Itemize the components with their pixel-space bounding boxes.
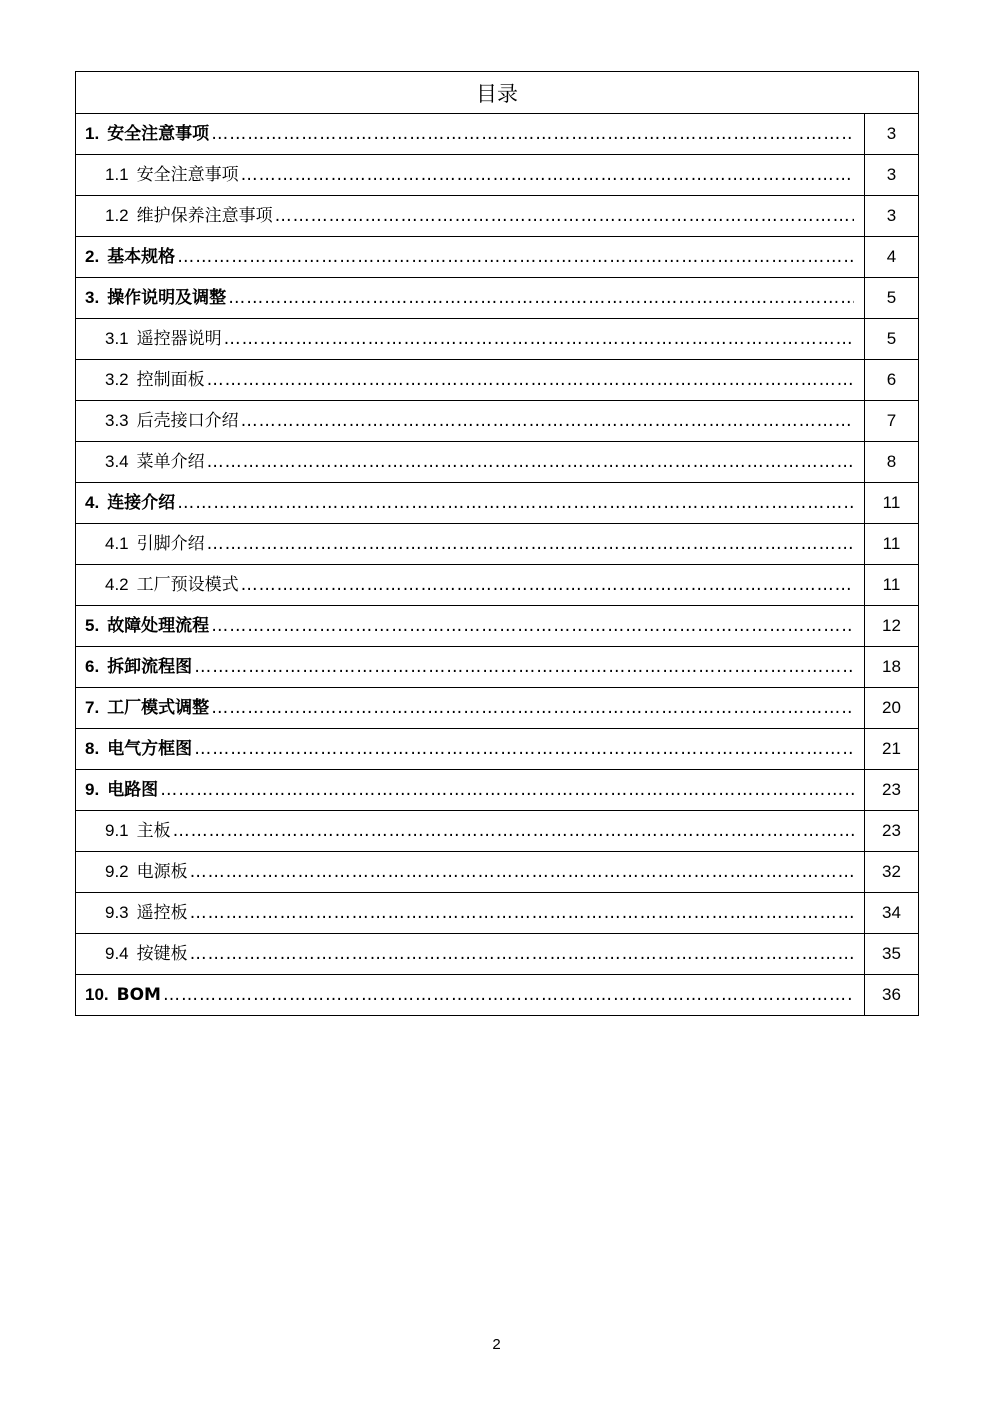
- toc-entry-cell: [76, 975, 865, 1016]
- toc-row[interactable]: [76, 975, 919, 1016]
- toc-page-number: 3: [865, 155, 919, 196]
- toc-entry-cell: [76, 811, 865, 852]
- toc-entry-cell: [76, 155, 865, 196]
- toc-row[interactable]: [76, 278, 919, 319]
- toc-entry-number: 9.3: [105, 903, 129, 922]
- toc-entry-number: 4.: [85, 493, 100, 512]
- dot-leader: [224, 329, 854, 349]
- toc-entry-cell: [76, 688, 865, 729]
- toc-entry-number: 3.1: [105, 329, 129, 348]
- toc-page-number: 35: [865, 934, 919, 975]
- toc-entry[interactable]: [76, 534, 864, 554]
- toc-page-number: 32: [865, 852, 919, 893]
- toc-entry-cell: [76, 237, 865, 278]
- toc-row[interactable]: [76, 565, 919, 606]
- toc-entry-cell: [76, 893, 865, 934]
- toc-entry-cell: [76, 196, 865, 237]
- toc-entry-title: 电源板: [136, 862, 188, 882]
- toc-entry-number: 8.: [85, 739, 100, 758]
- toc-row[interactable]: [76, 114, 919, 155]
- toc-entry-number: 9.1: [105, 821, 129, 840]
- toc-row[interactable]: [76, 811, 919, 852]
- toc-entry-title: 工厂模式调整: [107, 698, 210, 718]
- toc-entry-cell: [76, 852, 865, 893]
- toc-entry[interactable]: [76, 165, 864, 185]
- toc-entry-title: 遥控器说明: [136, 329, 222, 349]
- toc-row[interactable]: [76, 852, 919, 893]
- toc-row[interactable]: [76, 155, 919, 196]
- toc-page-number: 7: [865, 401, 919, 442]
- toc-entry-cell: [76, 319, 865, 360]
- toc-entry[interactable]: [76, 780, 864, 800]
- toc-entry-cell: [76, 401, 865, 442]
- toc-entry-title: 后壳接口介绍: [136, 411, 239, 431]
- toc-entry-title: 安全注意事项: [107, 124, 210, 144]
- toc-row[interactable]: [76, 729, 919, 770]
- toc-entry-cell: [76, 278, 865, 319]
- dot-leader: [228, 288, 854, 308]
- dot-leader: [275, 206, 854, 226]
- toc-row[interactable]: [76, 893, 919, 934]
- dot-leader: [177, 247, 854, 267]
- toc-entry-title: 电路图: [107, 780, 159, 800]
- toc-entry-title: 工厂预设模式: [136, 575, 239, 595]
- dot-leader: [194, 657, 854, 677]
- toc-entry[interactable]: [76, 247, 864, 267]
- toc-entry[interactable]: [76, 575, 864, 595]
- toc-entry-number: 1.1: [105, 165, 129, 184]
- toc-row[interactable]: [76, 237, 919, 278]
- toc-row[interactable]: [76, 770, 919, 811]
- toc-entry-title: 基本规格: [107, 247, 176, 267]
- toc-entry-cell: [76, 442, 865, 483]
- toc-entry[interactable]: [76, 206, 864, 226]
- toc-entry-number: 4.1: [105, 534, 129, 553]
- toc-entry-cell: [76, 606, 865, 647]
- toc-entry-number: 2.: [85, 247, 100, 266]
- toc-entry-title: 引脚介绍: [136, 534, 205, 554]
- toc-entry-cell: [76, 934, 865, 975]
- toc-entry-title: 控制面板: [136, 370, 205, 390]
- toc-page-number: 3: [865, 196, 919, 237]
- toc-entry-number: 6.: [85, 657, 100, 676]
- toc-entry-number: 3.4: [105, 452, 129, 471]
- toc-entry-number: 9.4: [105, 944, 129, 963]
- toc-page-number: 11: [865, 483, 919, 524]
- toc-entry-number: 10.: [85, 985, 109, 1004]
- toc-page-number: 6: [865, 360, 919, 401]
- toc-entry-title: 连接介绍: [107, 493, 176, 513]
- toc-entry-title: 操作说明及调整: [107, 288, 227, 308]
- toc-entry[interactable]: [76, 616, 864, 636]
- dot-leader: [211, 616, 854, 636]
- toc-entry-number: 1.: [85, 124, 100, 143]
- toc-entry-cell: [76, 524, 865, 565]
- dot-leader: [194, 739, 854, 759]
- toc-page-number: 21: [865, 729, 919, 770]
- dot-leader: [211, 124, 854, 144]
- toc-entry-number: 5.: [85, 616, 100, 635]
- toc-entry[interactable]: [76, 985, 864, 1005]
- toc-row[interactable]: [76, 360, 919, 401]
- toc-entry-title: 安全注意事项: [136, 165, 239, 185]
- toc-entry-title: 遥控板: [136, 903, 188, 923]
- toc-row[interactable]: [76, 442, 919, 483]
- dot-leader: [207, 534, 854, 554]
- toc-entry[interactable]: [76, 370, 864, 390]
- toc-row[interactable]: [76, 401, 919, 442]
- dot-leader: [190, 944, 854, 964]
- toc-entry-number: 1.2: [105, 206, 129, 225]
- toc-entry-cell: [76, 360, 865, 401]
- toc-entry[interactable]: [76, 452, 864, 472]
- toc-entry-title: 拆卸流程图: [107, 657, 193, 677]
- toc-page-number: 11: [865, 524, 919, 565]
- toc-entry-title: BOM: [116, 985, 161, 1005]
- toc-row[interactable]: [76, 934, 919, 975]
- toc-entry-number: 7.: [85, 698, 100, 717]
- toc-heading: 目录: [76, 72, 919, 114]
- page-number: 2: [492, 1336, 501, 1353]
- toc-entry-title: 故障处理流程: [107, 616, 210, 636]
- toc-entry-title: 主板: [136, 821, 171, 841]
- toc-entry-number: 9.: [85, 780, 100, 799]
- toc-entry-title: 电气方框图: [107, 739, 193, 759]
- toc-entry[interactable]: [76, 862, 864, 882]
- toc-page-number: 23: [865, 811, 919, 852]
- dot-leader: [177, 493, 854, 513]
- toc-row[interactable]: [76, 319, 919, 360]
- toc-page-number: 20: [865, 688, 919, 729]
- toc-page-number: 5: [865, 319, 919, 360]
- toc-entry-number: 4.2: [105, 575, 129, 594]
- toc-entry[interactable]: [76, 821, 864, 841]
- toc-row[interactable]: [76, 606, 919, 647]
- dot-leader: [173, 821, 854, 841]
- dot-leader: [163, 985, 854, 1005]
- toc-entry-cell: [76, 565, 865, 606]
- toc-entry[interactable]: [76, 657, 864, 677]
- toc-entry[interactable]: [76, 493, 864, 513]
- toc-row[interactable]: [76, 524, 919, 565]
- toc-entry-cell: [76, 483, 865, 524]
- toc-entry[interactable]: [76, 329, 864, 349]
- dot-leader: [190, 862, 854, 882]
- toc-entry[interactable]: [76, 698, 864, 718]
- toc-entry-number: 3.: [85, 288, 100, 307]
- toc-entry-title: 菜单介绍: [136, 452, 205, 472]
- dot-leader: [160, 780, 854, 800]
- toc-page-number: 18: [865, 647, 919, 688]
- toc-body: [76, 114, 919, 1016]
- toc-page-number: 4: [865, 237, 919, 278]
- toc-row[interactable]: [76, 483, 919, 524]
- toc-entry-cell: [76, 647, 865, 688]
- toc-entry-title: 维护保养注意事项: [136, 206, 273, 226]
- toc-heading-row: [76, 72, 919, 114]
- toc-page-number: 34: [865, 893, 919, 934]
- toc-row[interactable]: [76, 647, 919, 688]
- toc-entry[interactable]: [76, 903, 864, 923]
- toc-entry-number: 9.2: [105, 862, 129, 881]
- toc-entry[interactable]: [76, 124, 864, 144]
- toc-entry-number: 3.2: [105, 370, 129, 389]
- toc-page-number: 8: [865, 442, 919, 483]
- toc-row[interactable]: [76, 688, 919, 729]
- toc-page-number: 23: [865, 770, 919, 811]
- dot-leader: [211, 698, 854, 718]
- toc-entry[interactable]: [76, 288, 864, 308]
- dot-leader: [241, 165, 854, 185]
- dot-leader: [241, 575, 854, 595]
- dot-leader: [207, 370, 854, 390]
- dot-leader: [241, 411, 854, 431]
- toc-page-number: 11: [865, 565, 919, 606]
- toc-entry-title: 按键板: [136, 944, 188, 964]
- toc-entry-number: 3.3: [105, 411, 129, 430]
- toc-page-number: 3: [865, 114, 919, 155]
- toc-entry[interactable]: [76, 411, 864, 431]
- toc-page-number: 36: [865, 975, 919, 1016]
- toc-row[interactable]: [76, 196, 919, 237]
- toc-entry-cell: [76, 770, 865, 811]
- toc-page-number: 12: [865, 606, 919, 647]
- toc-entry[interactable]: [76, 944, 864, 964]
- toc-page-number: 5: [865, 278, 919, 319]
- toc-entry-cell: [76, 729, 865, 770]
- toc-table: [75, 71, 919, 1016]
- dot-leader: [190, 903, 854, 923]
- toc-entry-cell: [76, 114, 865, 155]
- toc-entry[interactable]: [76, 739, 864, 759]
- dot-leader: [207, 452, 854, 472]
